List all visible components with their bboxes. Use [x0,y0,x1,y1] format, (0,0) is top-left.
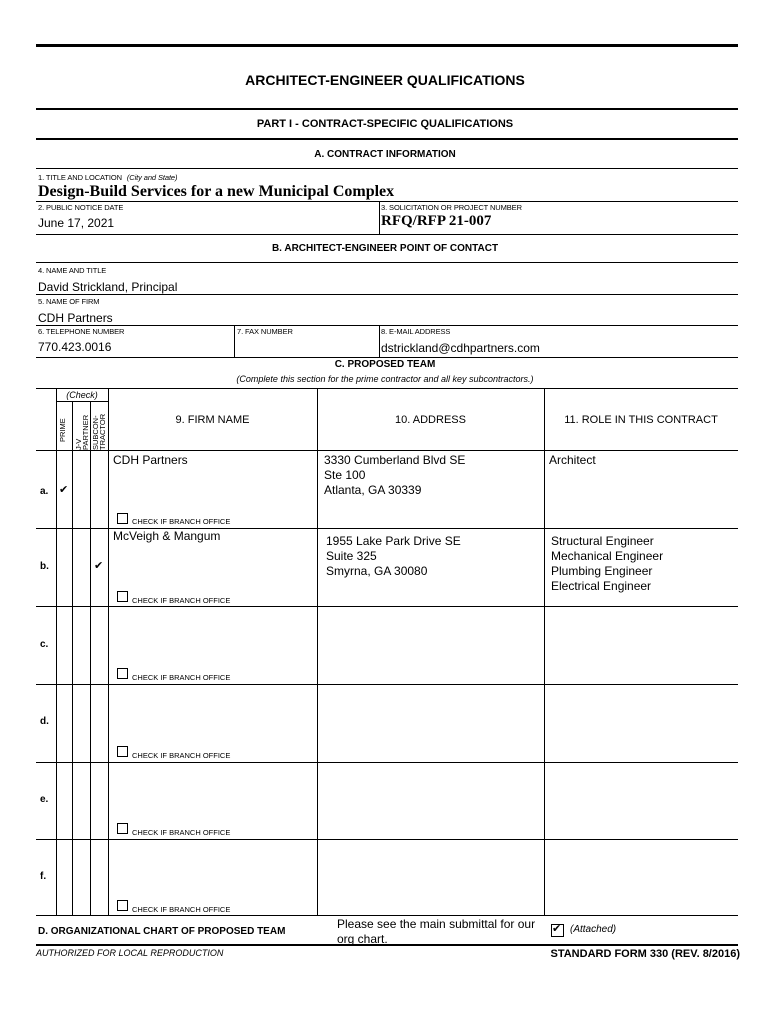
section-d-heading: D. ORGANIZATIONAL CHART OF PROPOSED TEAM [38,926,286,937]
fax-label: 7. FAX NUMBER [237,327,293,336]
col-jv-line2: PARTNER [81,414,90,450]
attached-label: (Attached) [570,924,617,935]
col-firm-header: 9. FIRM NAME [175,414,250,426]
branch-office-checkbox[interactable] [117,900,128,911]
branch-office-label: CHECK IF BRANCH OFFICE [132,905,231,914]
name-label: 4. NAME AND TITLE [38,266,107,275]
attached-check: ✔ [552,923,562,935]
phone-value[interactable]: 770.423.0016 [38,340,112,354]
firm-value[interactable]: CDH Partners [38,311,113,325]
branch-office-checkbox[interactable] [117,591,128,602]
firm-address[interactable]: 3330 Cumberland Blvd SE Ste 100 Atlanta, GA 30339 [324,453,466,497]
col-sub-line2: TRACTOR [98,413,107,450]
notice-label: 2. PUBLIC NOTICE DATE [38,203,124,212]
firm-role[interactable]: Architect [549,453,596,467]
solicitation-label: 3. SOLICITATION OR PROJECT NUMBER [381,203,522,212]
branch-office-checkbox[interactable] [117,823,128,834]
row-letter: c. [40,639,49,650]
name-value[interactable]: David Strickland, Principal [38,280,178,294]
email-label: 8. E-MAIL ADDRESS [381,327,451,336]
row-letter: a. [40,486,49,497]
solicitation-value[interactable]: RFQ/RFP 21-007 [381,213,492,229]
footer-authorized: AUTHORIZED FOR LOCAL REPRODUCTION [36,948,224,958]
phone-label: 6. TELEPHONE NUMBER [38,327,125,336]
part-title: PART I - CONTRACT-SPECIFIC QUALIFICATIONS [256,118,514,130]
firm-name[interactable]: McVeigh & Mangum [113,529,221,543]
sub-check[interactable]: ✔ [94,560,104,572]
firm-label: 5. NAME OF FIRM [38,297,100,306]
org-chart-note[interactable]: Please see the main submittal for our org chart. [337,917,536,945]
top-rule [36,44,738,47]
col-prime: PRIME [58,418,67,442]
branch-office-label: CHECK IF BRANCH OFFICE [132,517,231,526]
title-label: 1. TITLE AND LOCATION (City and State) [38,173,178,182]
footer-form-number: STANDARD FORM 330 (REV. 8/2016) [550,948,740,960]
prime-check[interactable]: ✔ [59,484,69,496]
firm-address[interactable]: 1955 Lake Park Drive SE Suite 325 Smyrna, GA 30080 [326,534,461,578]
branch-office-checkbox[interactable] [117,513,128,524]
branch-office-checkbox[interactable] [117,746,128,757]
section-b-heading: B. ARCHITECT-ENGINEER POINT OF CONTACT [271,243,499,254]
col-jv-line1: J-V [74,438,83,450]
row-letter: e. [40,794,49,805]
row-letter: f. [40,871,47,882]
title-hint: (City and State) [126,173,178,182]
section-c-subheading: (Complete this section for the prime contractor and all key subcontractors.) [236,374,534,384]
branch-office-label: CHECK IF BRANCH OFFICE [132,828,231,837]
row-letter: d. [40,716,49,727]
branch-office-label: CHECK IF BRANCH OFFICE [132,596,231,605]
branch-office-label: CHECK IF BRANCH OFFICE [132,751,231,760]
section-a-heading: A. CONTRACT INFORMATION [314,149,456,160]
col-role-header: 11. ROLE IN THIS CONTRACT [564,414,718,426]
firm-role[interactable]: Structural Engineer Mechanical Engineer Plumbing Engineer Electrical Engineer [551,534,664,593]
title-value[interactable]: Design-Build Services for a new Municipal Complex [38,183,395,200]
check-label: (Check) [66,390,98,400]
firm-name[interactable]: CDH Partners [113,453,188,467]
form-title: ARCHITECT-ENGINEER QUALIFICATIONS [245,72,525,88]
branch-office-checkbox[interactable] [117,668,128,679]
email-value[interactable]: dstrickland@cdhpartners.com [381,341,540,355]
col-sub-line1: SUBCON- [91,415,100,450]
notice-value[interactable]: June 17, 2021 [38,216,115,230]
section-c-heading: C. PROPOSED TEAM [334,359,436,370]
branch-office-label: CHECK IF BRANCH OFFICE [132,673,231,682]
row-letter: b. [40,561,49,572]
col-address-header: 10. ADDRESS [395,414,466,426]
